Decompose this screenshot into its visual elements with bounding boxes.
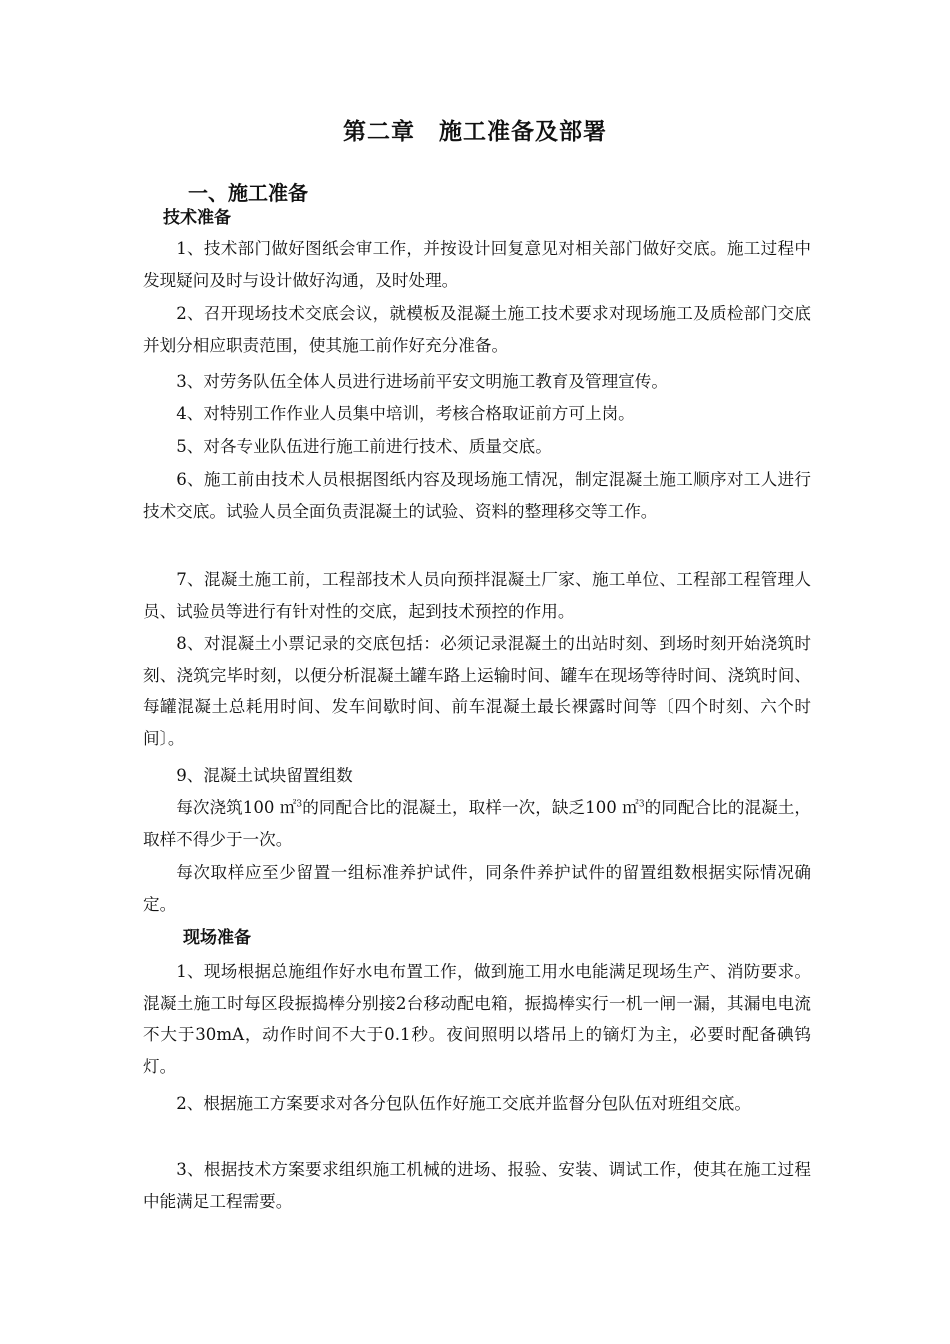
- site-prep-title: 现场准备: [183, 928, 251, 948]
- sample-text-a: 每次浇筑100 ㎡: [176, 798, 297, 817]
- site-item-3: 3、根据技术方案要求组织施工机械的进场、报验、安装、调试工作，使其在施工过程中能满足工程需要。: [143, 1160, 811, 1211]
- tech-item-9: 9、混凝土试块留置组数: [176, 766, 353, 785]
- chapter-title: 第二章 施工准备及部署: [343, 119, 607, 145]
- tech-prep-title: 技术准备: [163, 208, 231, 228]
- tech-item-8: 8、对混凝土小票记录的交底包括：必须记录混凝土的出站时刻、到场时刻开始浇筑时刻、浇筑完毕时刻，以便分析混凝土罐车路上运输时间、罐车在现场等待时间、浇筑时间、每罐混凝土总耗用时间、发车间歇时间、前车混凝土最长裸露时间等〔四个时刻、六个时间〕。: [143, 634, 811, 748]
- tech-item-4: 4、对特别工作作业人员集中培训，考核合格取证前方可上岗。: [176, 404, 635, 423]
- tech-item-6: 6、施工前由技术人员根据图纸内容及现场施工情况，制定混凝土施工顺序对工人进行技术交底。试验人员全面负责混凝土的试验、资料的整理移交等工作。: [143, 470, 811, 521]
- tech-item-2: 2、召开现场技术交底会议，就模板及混凝土施工技术要求对现场施工及质检部门交底并划分相应职责范围，使其施工前作好充分准备。: [143, 304, 811, 355]
- tech-item-3: 3、对劳务队伍全体人员进行进场前平安文明施工教育及管理宣传。: [176, 372, 668, 391]
- tech-item-1: 1、技术部门做好图纸会审工作，并按设计回复意见对相关部门做好交底。施工过程中发现疑问及时与设计做好沟通，及时处理。: [143, 239, 811, 290]
- site-item-2: 2、根据施工方案要求对各分包队伍作好施工交底并监督分包队伍对班组交底。: [176, 1094, 751, 1113]
- site-item-1: 1、现场根据总施组作好水电布置工作，做到施工用水电能满足现场生产、消防要求。混凝土施工时每区段振捣棒分别接2台移动配电箱，振捣棒实行一机一闸一漏，其漏电电流不大于30mA，动作时间不大于0.1秒。夜间照明以塔吊上的镝灯为主，必要时配备碘钨灯。: [143, 962, 811, 1076]
- section-title: 一、施工准备: [188, 181, 308, 205]
- superscript-mark: 3: [296, 799, 303, 810]
- tech-item-7: 7、混凝土施工前，工程部技术人员向预拌混凝土厂家、施工单位、工程部工程管理人员、试验员等进行有针对性的交底，起到技术预控的作用。: [143, 570, 811, 621]
- cure-paragraph: 每次取样应至少留置一组标准养护试件，同条件养护试件的留置组数根据实际情况确定。: [143, 863, 811, 914]
- sample-text-b: 的同配合比的混凝土，取样一次，缺乏100 ㎡: [302, 798, 639, 817]
- sample-paragraph: [143, 792, 811, 855]
- tech-item-5: 5、对各专业队伍进行施工前进行技术、质量交底。: [176, 437, 552, 456]
- sample-text-c: 的同配合比的混凝土，取样不得少于一次。: [143, 798, 812, 849]
- superscript-mark: 3: [638, 799, 645, 810]
